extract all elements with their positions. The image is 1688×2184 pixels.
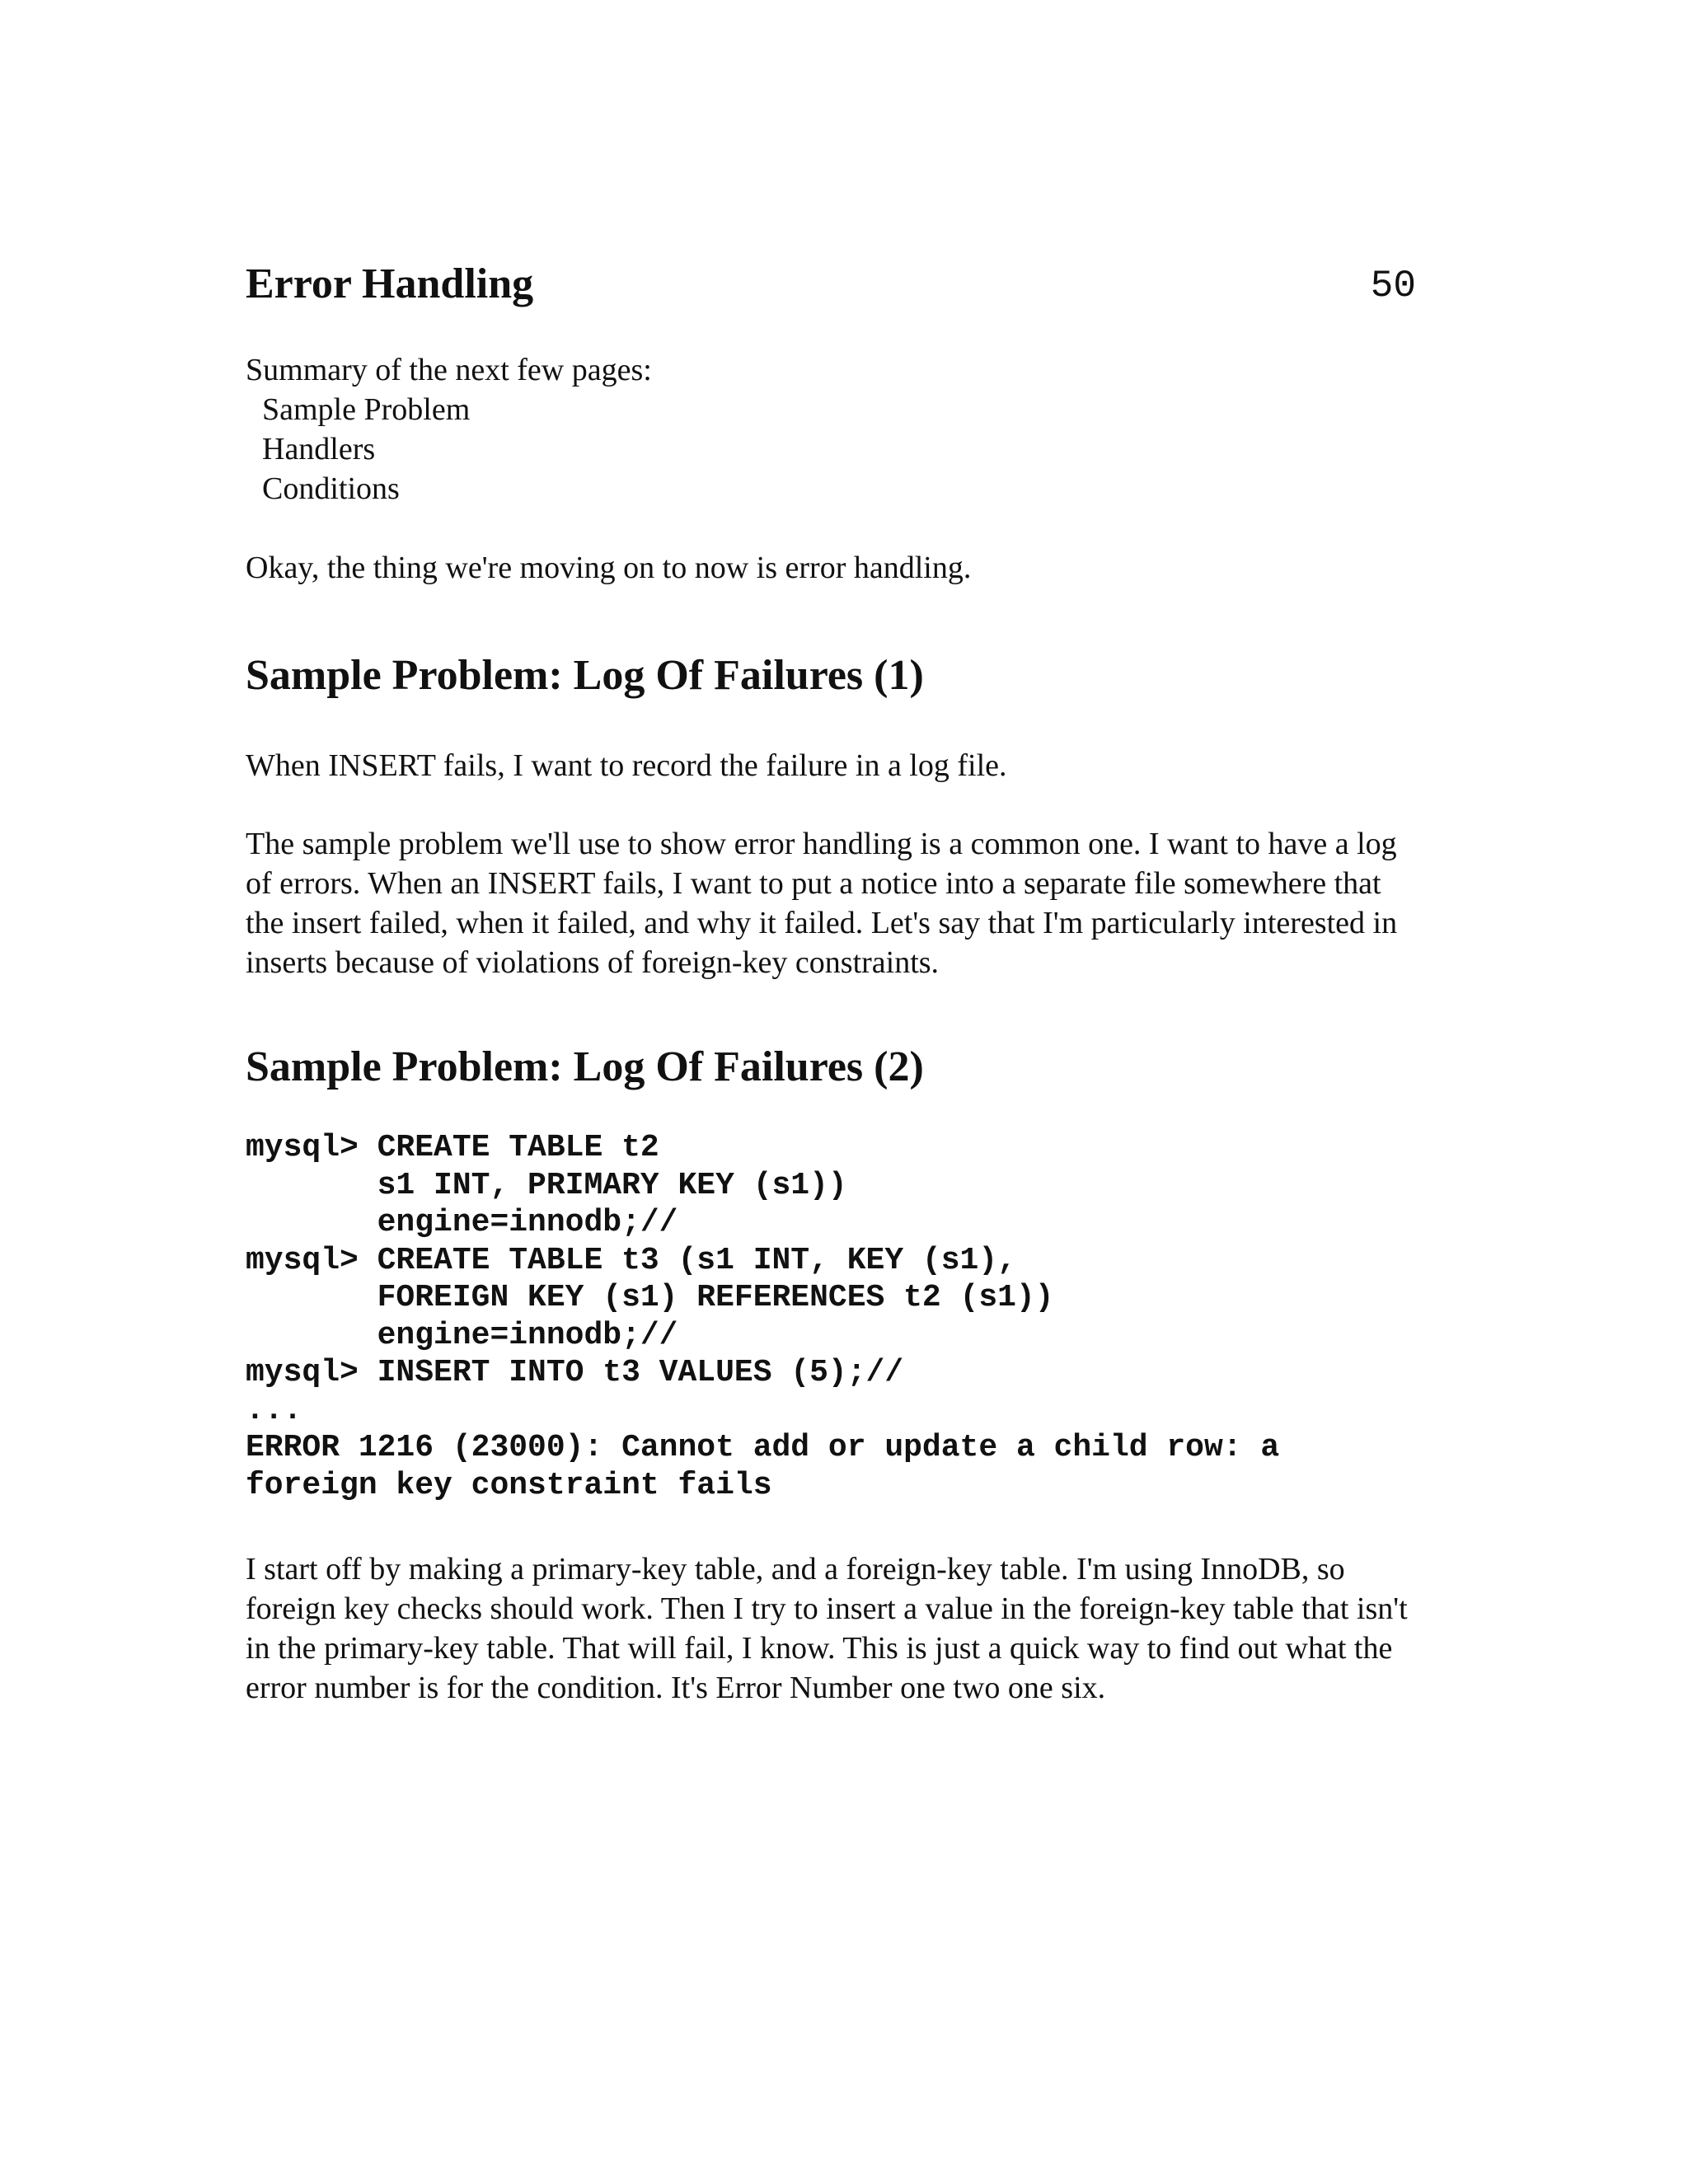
page-header <box>246 260 1416 317</box>
intro-paragraph: Okay, the thing we're moving on to now is error handling. <box>246 551 972 585</box>
code-line: s1 INT, PRIMARY KEY (s1)) <box>246 1167 847 1203</box>
code-line: mysql> CREATE TABLE t2 <box>246 1130 659 1165</box>
section2-heading: Sample Problem: Log Of Failures (2) <box>246 1043 924 1090</box>
page-number: 50 <box>1370 265 1416 307</box>
summary-item-handlers: Handlers <box>262 432 376 466</box>
code-line: ... <box>246 1392 302 1428</box>
summary-item-sample-problem: Sample Problem <box>262 392 471 427</box>
section1-body: The sample problem we'll use to show error handling is a common one. I want to have a log of errors. When an INSERT fails, I want to put a notice into a separate file somewhere that the insert failed, when it failed, and why it failed. Let's say that I'm particularly interested in inserts because of violations of foreign-key constraints. <box>246 827 1398 980</box>
code-line: FOREIGN KEY (s1) REFERENCES t2 (s1)) <box>246 1280 1054 1315</box>
section1-heading: Sample Problem: Log Of Failures (1) <box>246 652 924 699</box>
code-block <box>246 1129 1279 1504</box>
section1-lead: When INSERT fails, I want to record the failure in a log file. <box>246 748 1007 783</box>
code-line-error: ERROR 1216 (23000): Cannot add or update a child row: a <box>246 1430 1280 1465</box>
code-line: mysql> INSERT INTO t3 VALUES (5);// <box>246 1355 904 1390</box>
code-line-error: foreign key constraint fails <box>246 1467 772 1503</box>
code-line: engine=innodb;// <box>246 1317 678 1353</box>
summary-item-conditions: Conditions <box>262 471 400 506</box>
page-title: Error Handling <box>246 260 534 307</box>
code-line: engine=innodb;// <box>246 1205 678 1240</box>
summary-intro: Summary of the next few pages: <box>246 353 652 387</box>
summary-block <box>246 350 652 509</box>
code-line: mysql> CREATE TABLE t3 (s1 INT, KEY (s1), <box>246 1242 1016 1278</box>
section2-body: I start off by making a primary-key table, and a foreign-key table. I'm using InnoDB, so foreign key checks should work. Then I try to insert a value in the foreign-key table that isn't in the primary-key table. That will fail, I know. This is just a quick way to find out what the error number is for the condition. It's Error Number one two one six. <box>246 1552 1408 1705</box>
